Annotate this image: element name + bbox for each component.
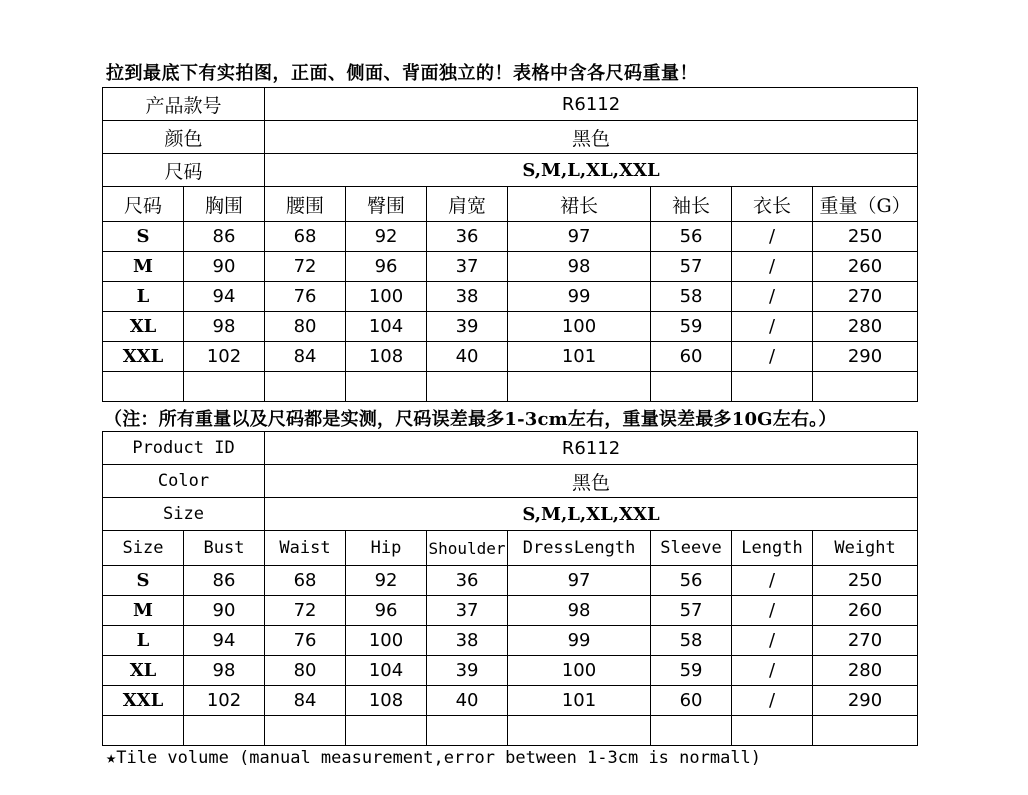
empty-cell bbox=[103, 372, 184, 402]
table-cell: 86 bbox=[184, 222, 265, 252]
table-cell: 36 bbox=[427, 566, 508, 596]
table-cell: 92 bbox=[346, 566, 427, 596]
color-value: 黑色 bbox=[265, 121, 918, 154]
empty-cell bbox=[346, 372, 427, 402]
color-row bbox=[103, 465, 918, 498]
table-row bbox=[103, 342, 918, 372]
column-header: 重量（G） bbox=[813, 187, 918, 222]
table-cell: 280 bbox=[813, 312, 918, 342]
table-cell: 270 bbox=[813, 626, 918, 656]
table-cell: 84 bbox=[265, 686, 346, 716]
empty-row bbox=[103, 372, 918, 402]
table-cell: / bbox=[732, 626, 813, 656]
table-cell: 38 bbox=[427, 282, 508, 312]
empty-cell bbox=[265, 372, 346, 402]
color-label: Color bbox=[103, 465, 265, 498]
table-cell: 250 bbox=[813, 566, 918, 596]
table-cell: XL bbox=[103, 312, 184, 342]
table-cell: 39 bbox=[427, 656, 508, 686]
empty-cell bbox=[346, 716, 427, 746]
size-chart-table-chinese bbox=[102, 87, 918, 402]
table-cell: 108 bbox=[346, 342, 427, 372]
table-row bbox=[103, 252, 918, 282]
table-cell: 68 bbox=[265, 566, 346, 596]
table-cell: / bbox=[732, 596, 813, 626]
product-id-label: 产品款号 bbox=[103, 88, 265, 121]
column-header: 尺码 bbox=[103, 187, 184, 222]
table-cell: 58 bbox=[651, 626, 732, 656]
table-cell: 98 bbox=[184, 312, 265, 342]
table-cell: 99 bbox=[508, 282, 651, 312]
table-cell: 280 bbox=[813, 656, 918, 686]
column-header: Bust bbox=[184, 531, 265, 566]
table-cell: / bbox=[732, 252, 813, 282]
column-header: Length bbox=[732, 531, 813, 566]
empty-cell bbox=[732, 372, 813, 402]
empty-cell bbox=[427, 716, 508, 746]
empty-cell bbox=[427, 372, 508, 402]
table-cell: 96 bbox=[346, 596, 427, 626]
table-cell: 39 bbox=[427, 312, 508, 342]
empty-cell bbox=[184, 716, 265, 746]
table-cell: 60 bbox=[651, 686, 732, 716]
table-cell: 72 bbox=[265, 596, 346, 626]
table-cell: 98 bbox=[508, 252, 651, 282]
table-cell: 102 bbox=[184, 686, 265, 716]
column-header: Shoulder bbox=[427, 531, 508, 566]
table-cell: 290 bbox=[813, 686, 918, 716]
table-cell: 260 bbox=[813, 252, 918, 282]
column-header: DressLength bbox=[508, 531, 651, 566]
column-header: 袖长 bbox=[651, 187, 732, 222]
table-cell: / bbox=[732, 566, 813, 596]
column-header: 肩宽 bbox=[427, 187, 508, 222]
sizes-row bbox=[103, 498, 918, 531]
empty-cell bbox=[813, 372, 918, 402]
table-cell: L bbox=[103, 626, 184, 656]
table-cell: 92 bbox=[346, 222, 427, 252]
color-value: 黑色 bbox=[265, 465, 918, 498]
product-id-value: R6112 bbox=[265, 432, 918, 465]
table-cell: 97 bbox=[508, 222, 651, 252]
table-cell: 90 bbox=[184, 596, 265, 626]
empty-cell bbox=[508, 716, 651, 746]
product-id-label: Product ID bbox=[103, 432, 265, 465]
table-cell: 40 bbox=[427, 342, 508, 372]
table-cell: 100 bbox=[508, 656, 651, 686]
table-cell: 100 bbox=[346, 282, 427, 312]
table-cell: 101 bbox=[508, 342, 651, 372]
table-cell: 86 bbox=[184, 566, 265, 596]
column-header-row bbox=[103, 531, 918, 566]
sizes-row bbox=[103, 154, 918, 187]
table-cell: 98 bbox=[184, 656, 265, 686]
table-cell: 90 bbox=[184, 252, 265, 282]
table-cell: 104 bbox=[346, 656, 427, 686]
table-cell: XL bbox=[103, 656, 184, 686]
table-row bbox=[103, 596, 918, 626]
table-cell: 59 bbox=[651, 656, 732, 686]
column-header: Sleeve bbox=[651, 531, 732, 566]
table-cell: 80 bbox=[265, 656, 346, 686]
table-cell: 37 bbox=[427, 252, 508, 282]
table-cell: 97 bbox=[508, 566, 651, 596]
table-cell: 57 bbox=[651, 252, 732, 282]
table-cell: 108 bbox=[346, 686, 427, 716]
table-cell: 94 bbox=[184, 626, 265, 656]
table-cell: 84 bbox=[265, 342, 346, 372]
color-row bbox=[103, 121, 918, 154]
empty-cell bbox=[184, 372, 265, 402]
table-row bbox=[103, 656, 918, 686]
empty-cell bbox=[651, 372, 732, 402]
table-cell: XXL bbox=[103, 342, 184, 372]
size-chart-table-english bbox=[102, 431, 918, 746]
product-id-value: R6112 bbox=[265, 88, 918, 121]
table-cell: 37 bbox=[427, 596, 508, 626]
column-header-row bbox=[103, 187, 918, 222]
empty-cell bbox=[732, 716, 813, 746]
table-cell: 290 bbox=[813, 342, 918, 372]
table-cell: 100 bbox=[346, 626, 427, 656]
table-cell: 60 bbox=[651, 342, 732, 372]
table-cell: / bbox=[732, 686, 813, 716]
column-header: 衣长 bbox=[732, 187, 813, 222]
table-cell: 99 bbox=[508, 626, 651, 656]
table-row bbox=[103, 282, 918, 312]
empty-cell bbox=[651, 716, 732, 746]
empty-cell bbox=[265, 716, 346, 746]
table-cell: 68 bbox=[265, 222, 346, 252]
table-row bbox=[103, 222, 918, 252]
table-cell: / bbox=[732, 222, 813, 252]
column-header: 臀围 bbox=[346, 187, 427, 222]
color-label: 颜色 bbox=[103, 121, 265, 154]
measurement-note: （注：所有重量以及尺码都是实测，尺码误差最多1-3cm左右，重量误差最多10G左右。） bbox=[104, 409, 837, 430]
table-cell: 36 bbox=[427, 222, 508, 252]
table-cell: 104 bbox=[346, 312, 427, 342]
sizes-label: Size bbox=[103, 498, 265, 531]
table-cell: XXL bbox=[103, 686, 184, 716]
table-cell: L bbox=[103, 282, 184, 312]
table-cell: 72 bbox=[265, 252, 346, 282]
table-cell: / bbox=[732, 312, 813, 342]
table-cell: S bbox=[103, 222, 184, 252]
table-cell: M bbox=[103, 252, 184, 282]
table-cell: 58 bbox=[651, 282, 732, 312]
empty-row bbox=[103, 716, 918, 746]
empty-cell bbox=[103, 716, 184, 746]
table-cell: / bbox=[732, 656, 813, 686]
table-row bbox=[103, 626, 918, 656]
table-cell: S bbox=[103, 566, 184, 596]
table-cell: 38 bbox=[427, 626, 508, 656]
column-header: 腰围 bbox=[265, 187, 346, 222]
footer-note: ★Tile volume (manual measurement,error between 1-3cm is normall) bbox=[106, 748, 762, 768]
column-header: Size bbox=[103, 531, 184, 566]
table-cell: 80 bbox=[265, 312, 346, 342]
column-header: Hip bbox=[346, 531, 427, 566]
table-cell: 96 bbox=[346, 252, 427, 282]
sizes-label: 尺码 bbox=[103, 154, 265, 187]
sizes-value: S,M,L,XL,XXL bbox=[265, 154, 918, 187]
sizes-value: S,M,L,XL,XXL bbox=[265, 498, 918, 531]
table-cell: 101 bbox=[508, 686, 651, 716]
product-id-row bbox=[103, 88, 918, 121]
table-cell: 56 bbox=[651, 222, 732, 252]
table-cell: 76 bbox=[265, 282, 346, 312]
column-header: Weight bbox=[813, 531, 918, 566]
table-row bbox=[103, 686, 918, 716]
empty-cell bbox=[508, 372, 651, 402]
table-cell: 98 bbox=[508, 596, 651, 626]
table-cell: 270 bbox=[813, 282, 918, 312]
table-cell: M bbox=[103, 596, 184, 626]
table-cell: 76 bbox=[265, 626, 346, 656]
table-cell: 250 bbox=[813, 222, 918, 252]
table-row bbox=[103, 312, 918, 342]
column-header: 裙长 bbox=[508, 187, 651, 222]
table-cell: / bbox=[732, 282, 813, 312]
table-cell: 40 bbox=[427, 686, 508, 716]
table-cell: 100 bbox=[508, 312, 651, 342]
table-cell: / bbox=[732, 342, 813, 372]
table-cell: 94 bbox=[184, 282, 265, 312]
empty-cell bbox=[813, 716, 918, 746]
page-heading: 拉到最底下有实拍图，正面、侧面、背面独立的！表格中含各尺码重量！ bbox=[106, 63, 698, 84]
column-header: Waist bbox=[265, 531, 346, 566]
table-cell: 102 bbox=[184, 342, 265, 372]
column-header: 胸围 bbox=[184, 187, 265, 222]
table-cell: 57 bbox=[651, 596, 732, 626]
table-row bbox=[103, 566, 918, 596]
product-id-row bbox=[103, 432, 918, 465]
table-cell: 56 bbox=[651, 566, 732, 596]
table-cell: 59 bbox=[651, 312, 732, 342]
table-cell: 260 bbox=[813, 596, 918, 626]
